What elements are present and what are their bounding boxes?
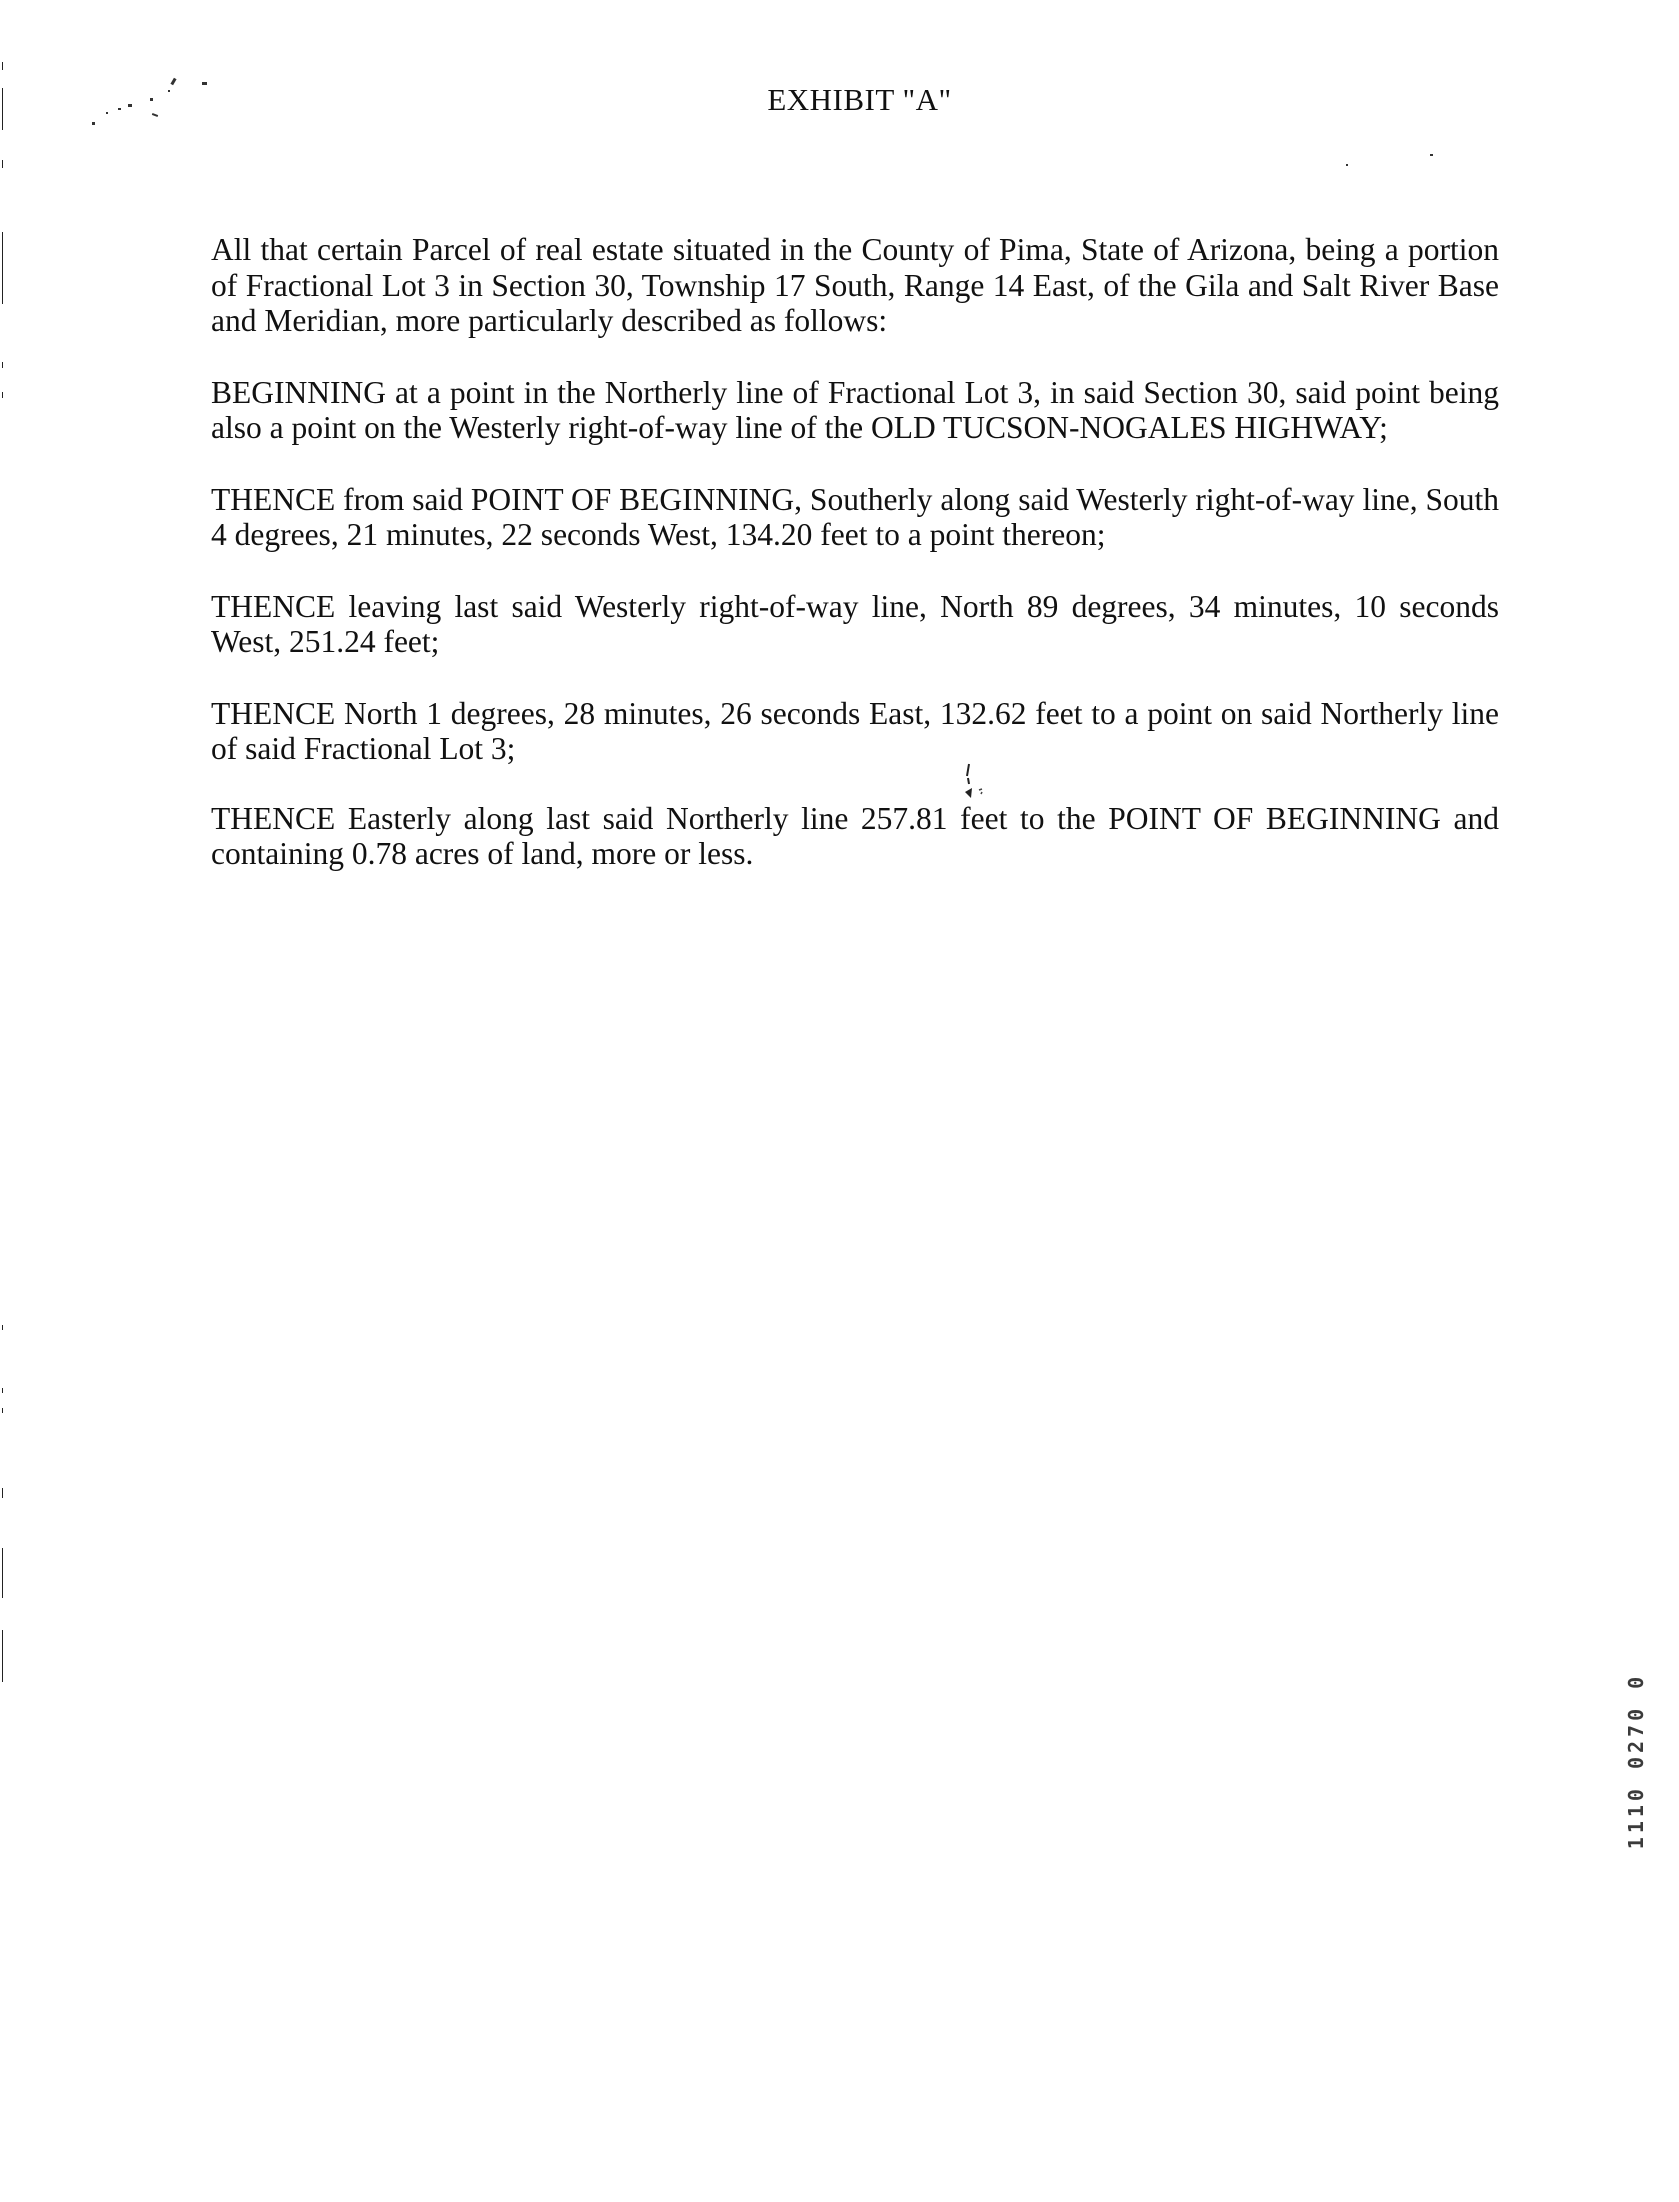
closing-course-paragraph: THENCE Easterly along last said Northerly line 257.81 feet to the POINT OF BEGINNING and containing 0.78 acres of land, more or less. [211,800,1499,871]
scan-margin-mark [2,1630,3,1682]
scan-margin-mark [2,1548,3,1598]
scan-speck [1430,154,1433,156]
scan-margin-mark [2,232,3,304]
scan-margin-mark [2,62,3,70]
course-1-paragraph: THENCE from said POINT OF BEGINNING, Southerly along said Westerly right-of-way line, South 4 degrees, 21 minutes, 22 seconds West, 134.20 feet to a point thereon; [211,481,1499,552]
scan-margin-mark [2,1488,3,1498]
parcel-intro-paragraph: All that certain Parcel of real estate situated in the County of Pima, State of Arizona, being a portion of Fractional Lot 3 in Section 30, Township 17 South, Range 14 East, of the Gila and Salt River Base and Meridian, more particularly described as follows: [211,232,1499,338]
scan-margin-mark [2,1388,3,1393]
document-number-stamp [1606,1581,1666,1941]
scan-margin-mark [2,1408,3,1413]
beginning-point-paragraph: BEGINNING at a point in the Northerly line of Fractional Lot 3, in said Section 30, said point being also a point on the Westerly right-of-way line of the OLD TUCSON-NOGALES HIGHWAY; [211,374,1499,445]
scan-speck [92,122,95,125]
course-3-paragraph: THENCE North 1 degrees, 28 minutes, 26 seconds East, 132.62 feet to a point on said Northerly line of said Fractional Lot 3; [211,695,1499,766]
scan-margin-mark [2,1325,3,1330]
document-number-text: 1110 0270 0 [1624,1672,1648,1850]
exhibit-title: EXHIBIT "A" [767,82,952,117]
scan-margin-mark [2,160,3,168]
scan-margin-mark [2,362,3,368]
legal-description [211,232,1499,908]
handwritten-mark [963,762,993,804]
scan-margin-mark [2,392,3,398]
course-2-paragraph: THENCE leaving last said Westerly right-of-way line, North 89 degrees, 34 minutes, 10 seconds West, 251.24 feet; [211,588,1499,659]
scan-speck [1346,164,1348,166]
